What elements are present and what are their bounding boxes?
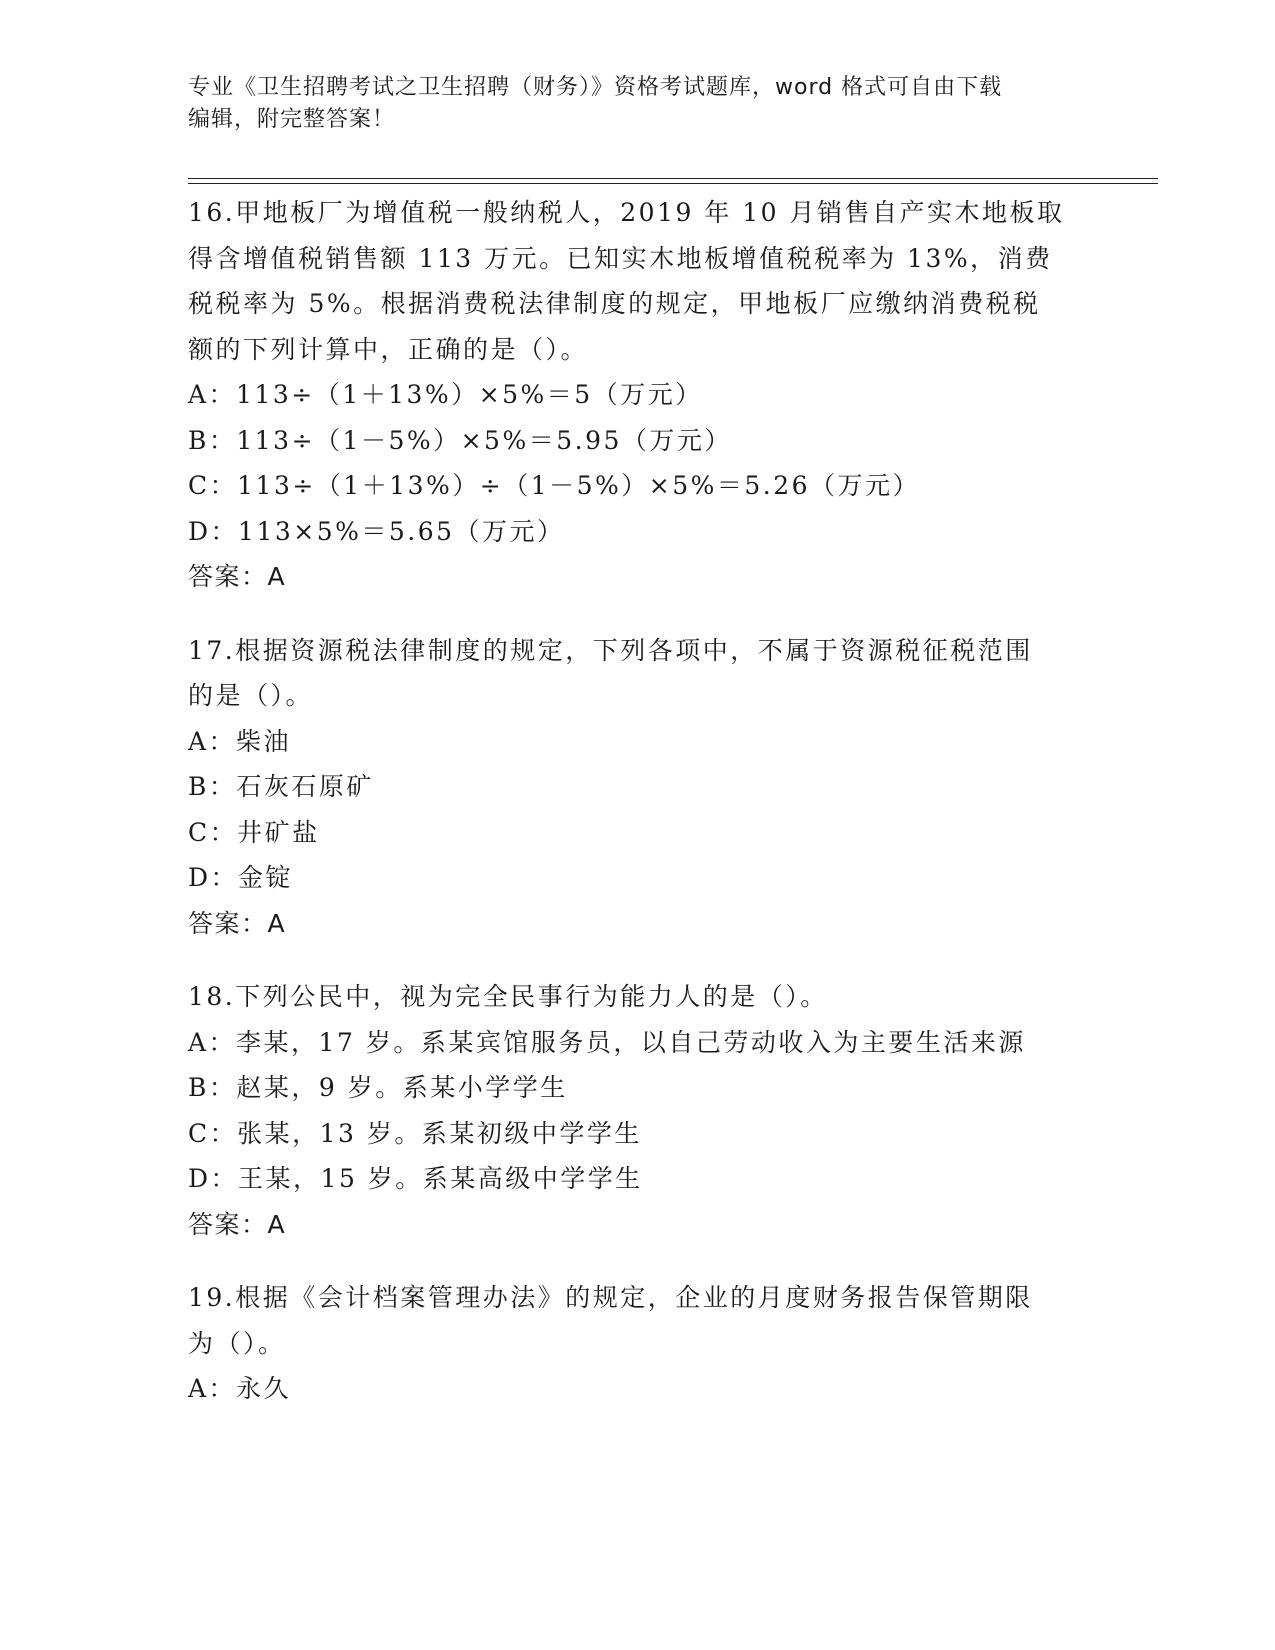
question-19 (188, 1275, 1088, 1412)
question-17 (188, 628, 1088, 947)
header-line-1: 专业《卫生招聘考试之卫生招聘（财务）》资格考试题库，word 格式可自由下载 (188, 75, 1003, 100)
question-stem-line: 税税率为 5%。根据消费税法律制度的规定，甲地板厂应缴纳消费税税 (188, 289, 1041, 318)
answer-line: 答案：A (188, 562, 287, 591)
option-c: C：113÷（1＋13%）÷（1－5%）×5%＝5.26（万元） (188, 471, 921, 500)
question-stem-line: 为（）。 (188, 1328, 286, 1358)
option-a: A：113÷（1＋13%）×5%＝5（万元） (188, 380, 703, 409)
question-stem-line: 16.甲地板厂为增值税一般纳税人，2019 年 10 月销售自产实木地板取 (188, 198, 1065, 227)
answer-line: 答案：A (188, 1209, 287, 1239)
question-stem-line: 的是（）。 (188, 681, 314, 710)
question-18 (188, 974, 1088, 1247)
answer-line: 答案：A (188, 908, 287, 938)
question-stem-line: 19.根据《会计档案管理办法》的规定，企业的月度财务报告保管期限 (188, 1283, 1033, 1312)
option-b: B：赵某，9 岁。系某小学学生 (188, 1073, 568, 1102)
option-d: D：金锭 (188, 863, 294, 892)
option-b: B：石灰石原矿 (188, 772, 374, 801)
option-b: B：113÷（1－5%）×5%＝5.95（万元） (188, 425, 732, 455)
header-divider-top (188, 178, 1158, 179)
option-c: C：井矿盐 (188, 817, 320, 847)
option-a: A：李某，17 岁。系某宾馆服务员，以自己劳动收入为主要生活来源 (188, 1027, 1026, 1057)
option-a: A：柴油 (188, 726, 292, 756)
question-stem-line: 额的下列计算中，正确的是（）。 (188, 334, 589, 364)
option-d: D：王某，15 岁。系某高级中学学生 (188, 1164, 643, 1193)
header-line-2: 编辑，附完整答案！ (188, 107, 396, 132)
question-16 (188, 190, 1088, 600)
header-divider-bottom (188, 183, 1158, 184)
option-c: C：张某，13 岁。系某初级中学学生 (188, 1118, 642, 1148)
option-a: A：永久 (188, 1374, 292, 1403)
document-header (188, 72, 1088, 136)
option-d: D：113×5%＝5.65（万元） (188, 516, 565, 546)
question-list (188, 190, 1088, 1440)
question-stem-line: 得含增值税销售额 113 万元。已知实木地板增值税税率为 13%，消费 (188, 243, 1053, 273)
question-stem-line: 17.根据资源税法律制度的规定，下列各项中，不属于资源税征税范围 (188, 635, 1033, 665)
question-stem-line: 18.下列公民中，视为完全民事行为能力人的是（）。 (188, 982, 828, 1011)
